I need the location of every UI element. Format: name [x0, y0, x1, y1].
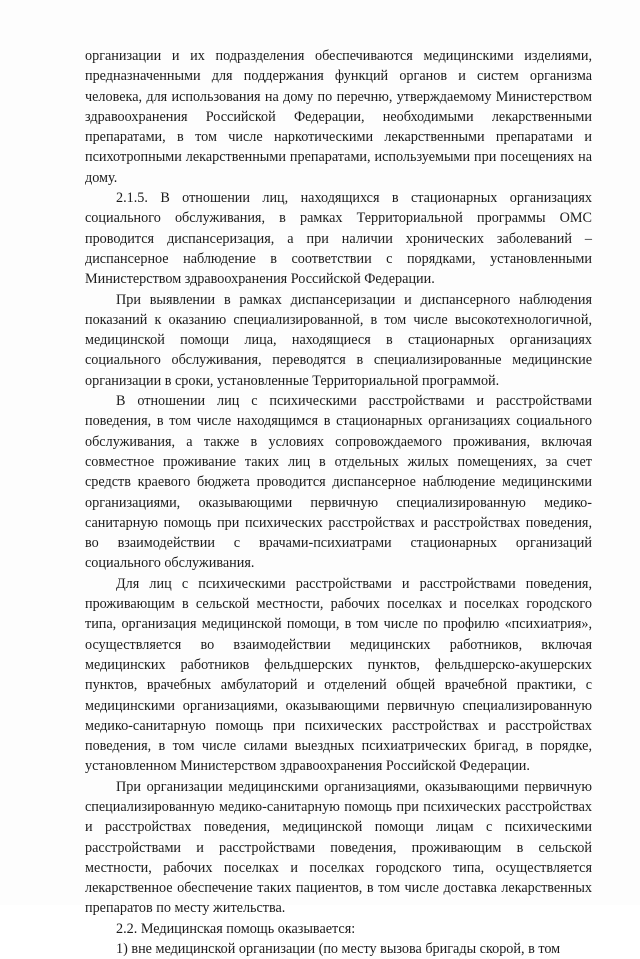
paragraph-2-2-heading: 2.2. Медицинская помощь оказывается:: [116, 920, 356, 937]
paragraph-2-2-item-1: 1) вне медицинской организации (по месту вызова бригады скорой, в том: [116, 941, 561, 958]
paragraph-continuation: организации и их подразделения обеспечиваются медицинскими изделиями, предназначенными для поддержания функций органов и систем организма человека, для использования на дому по перечню, утверждаемому Министерством здравоохранения Российской Федерации, необходимыми лекарственными препаратами, в том числе наркотическими лекарственными препаратами и психотропными лекарственными препаратами, используемыми при посещениях на дому.: [85, 48, 592, 186]
paragraph-mental-disorders-observation: В отношении лиц с психическими расстройствами и расстройствами поведения, в том числе находящимся в стационарных организациях социального обслуживания, а также в условиях сопровождаемого проживания, включая совместное проживание таких лиц в отдельных жилых помещениях, за счет средств краевого бюджета проводится диспансерное наблюдение медицинскими организациями, оказывающими первичную специализированную медико-санитарную помощь при психических расстройствах и расстройствах поведения, во взаимодействии с врачами-психиатрами стационарных организаций социального обслуживания.: [85, 393, 592, 572]
paragraph-2-1-5: 2.1.5. В отношении лиц, находящихся в стационарных организациях социального обслуживания, в рамках Территориальной программы ОМС проводится диспансеризация, а при наличии хронических заболеваний – диспансерное наблюдение в соответствии с порядками, установленными Министерством здравоохранения Российской Федерации.: [85, 190, 592, 288]
paragraph-rural-psychiatry: Для лиц с психическими расстройствами и расстройствами поведения, проживающим в сельской местности, рабочих поселках и поселках городского типа, организация медицинской помощи, в том числе по профилю «психиатрия», осуществляется во взаимодействии медицинских работников, включая медицинских работников фельдшерских пунктов, фельдшерско-акушерских пунктов, врачебных амбулаторий и отделений общей врачебной практики, с медицинскими организациями, оказывающими первичную специализированную медико-санитарную помощь при психических расстройствах и расстройствах поведения, в том числе силами выездных психиатрических бригад, в порядке, установленном Министерством здравоохранения Российской Федерации.: [85, 575, 592, 775]
document-body: [85, 46, 592, 959]
paragraph-drug-supply: При организации медицинскими организациями, оказывающими первичную специализированную медико-санитарную помощь при психических расстройствах и расстройствах поведения, медицинской помощи лицам с психическими расстройствами и расстройствами поведения, проживающим в сельской местности, рабочих поселках и поселках городского типа, осуществляется лекарственное обеспечение таких пациентов, в том числе доставка лекарственных препаратов по месту жительства.: [85, 778, 592, 917]
paragraph-specialized-transfer: При выявлении в рамках диспансеризации и диспансерного наблюдения показаний к оказанию специализированной, в том числе высокотехнологичной, медицинской помощи лица, находящиеся в стационарных организациях социального обслуживания, переводятся в специализированные медицинские организации в сроки, установленные Территориальной программой.: [85, 291, 592, 389]
